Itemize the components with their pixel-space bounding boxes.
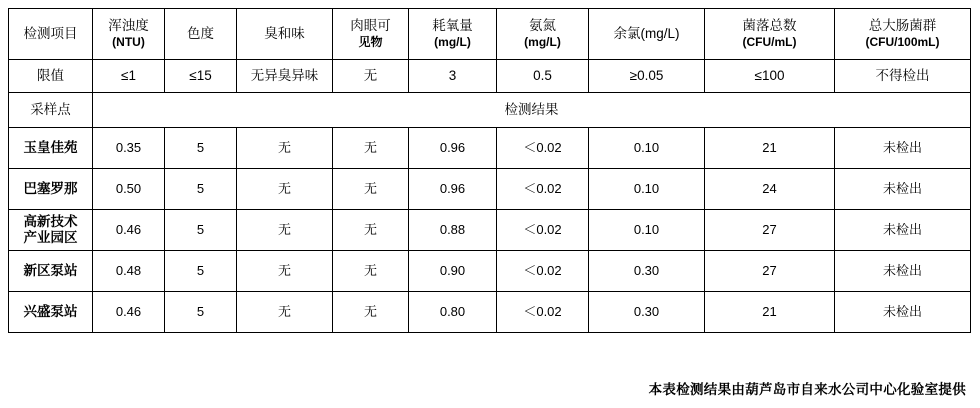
row-2-value-3: 无 xyxy=(333,210,409,251)
header-cell-3 xyxy=(237,9,333,60)
table-row xyxy=(9,169,971,210)
section-label: 采样点 xyxy=(9,93,93,128)
row-4-value-2: 无 xyxy=(237,292,333,333)
row-3-value-3: 无 xyxy=(333,251,409,292)
header-unit-1: (NTU) xyxy=(112,34,145,49)
row-4-value-1: 5 xyxy=(165,292,237,333)
header-label-1: 浑浊度 xyxy=(108,18,149,34)
header-cell-1 xyxy=(93,9,165,60)
report-footnote: 本表检测结果由葫芦岛市自来水公司中心化验室提供 xyxy=(648,382,966,397)
row-site-0: 玉皇佳苑 xyxy=(9,128,93,169)
row-3-value-6: 0.30 xyxy=(589,251,705,292)
row-1-value-4: 0.96 xyxy=(409,169,497,210)
row-4-value-5: ＜0.02 xyxy=(497,292,589,333)
row-3-value-4: 0.90 xyxy=(409,251,497,292)
limit-value-0: ≤1 xyxy=(93,60,165,93)
header-label-8: 菌落总数 xyxy=(742,18,797,34)
row-4-value-8: 未检出 xyxy=(835,292,971,333)
row-1-value-3: 无 xyxy=(333,169,409,210)
header-cell-9 xyxy=(835,9,971,60)
limit-value-6: ≥0.05 xyxy=(589,60,705,93)
header-label-7: 余氯(mg/L) xyxy=(613,25,680,41)
row-2-value-7: 27 xyxy=(705,210,835,251)
header-label-6: 氨氮 xyxy=(529,18,556,34)
header-unit-6: (mg/L) xyxy=(524,34,561,49)
row-site-2-line1: 高新技术 xyxy=(23,214,78,230)
limit-value-2: 无异臭异味 xyxy=(237,60,333,93)
row-site-1: 巴塞罗那 xyxy=(9,169,93,210)
table-row xyxy=(9,210,971,251)
row-1-value-0: 0.50 xyxy=(93,169,165,210)
row-4-value-0: 0.46 xyxy=(93,292,165,333)
water-quality-table xyxy=(8,8,971,333)
header-unit-4: 见物 xyxy=(358,34,383,49)
row-2-value-4: 0.88 xyxy=(409,210,497,251)
row-0-value-7: 21 xyxy=(705,128,835,169)
limit-row xyxy=(9,60,971,93)
header-cell-6 xyxy=(497,9,589,60)
row-0-value-2: 无 xyxy=(237,128,333,169)
limit-value-7: ≤100 xyxy=(705,60,835,93)
header-unit-5: (mg/L) xyxy=(434,34,471,49)
row-0-value-6: 0.10 xyxy=(589,128,705,169)
limit-value-4: 3 xyxy=(409,60,497,93)
row-site-2-line2: 产业园区 xyxy=(23,230,78,245)
header-label-4: 肉眼可 xyxy=(350,18,391,34)
section-row xyxy=(9,93,971,128)
row-4-value-4: 0.80 xyxy=(409,292,497,333)
table-row xyxy=(9,251,971,292)
row-1-value-2: 无 xyxy=(237,169,333,210)
table-row xyxy=(9,128,971,169)
limit-value-8: 不得检出 xyxy=(835,60,971,93)
row-2-value-0: 0.46 xyxy=(93,210,165,251)
row-4-value-6: 0.30 xyxy=(589,292,705,333)
header-cell-2 xyxy=(165,9,237,60)
header-cell-8 xyxy=(705,9,835,60)
row-0-value-1: 5 xyxy=(165,128,237,169)
row-0-value-4: 0.96 xyxy=(409,128,497,169)
row-2-value-5: ＜0.02 xyxy=(497,210,589,251)
row-3-value-7: 27 xyxy=(705,251,835,292)
limit-value-3: 无 xyxy=(333,60,409,93)
water-quality-report xyxy=(0,8,980,408)
row-3-value-2: 无 xyxy=(237,251,333,292)
row-1-value-8: 未检出 xyxy=(835,169,971,210)
row-1-value-5: ＜0.02 xyxy=(497,169,589,210)
row-0-value-0: 0.35 xyxy=(93,128,165,169)
row-site-2 xyxy=(9,210,93,251)
header-cell-0 xyxy=(9,9,93,60)
limit-value-1: ≤15 xyxy=(165,60,237,93)
header-label-3: 臭和味 xyxy=(264,25,305,41)
row-0-value-5: ＜0.02 xyxy=(497,128,589,169)
header-label-2: 色度 xyxy=(187,25,214,41)
row-0-value-8: 未检出 xyxy=(835,128,971,169)
limit-label: 限值 xyxy=(9,60,93,93)
row-3-value-1: 5 xyxy=(165,251,237,292)
header-unit-9: (CFU/100mL) xyxy=(865,34,940,49)
header-cell-5 xyxy=(409,9,497,60)
row-4-value-3: 无 xyxy=(333,292,409,333)
header-label-0: 检测项目 xyxy=(23,25,78,41)
header-label-5: 耗氧量 xyxy=(432,18,473,34)
table-header-row xyxy=(9,9,971,60)
header-cell-4 xyxy=(333,9,409,60)
row-site-3: 新区泵站 xyxy=(9,251,93,292)
row-site-4: 兴盛泵站 xyxy=(9,292,93,333)
row-1-value-7: 24 xyxy=(705,169,835,210)
limit-value-5: 0.5 xyxy=(497,60,589,93)
row-2-value-1: 5 xyxy=(165,210,237,251)
section-title: 检测结果 xyxy=(93,93,971,128)
header-unit-8: (CFU/mL) xyxy=(742,34,797,49)
row-4-value-7: 21 xyxy=(705,292,835,333)
row-3-value-5: ＜0.02 xyxy=(497,251,589,292)
row-1-value-6: 0.10 xyxy=(589,169,705,210)
row-2-value-6: 0.10 xyxy=(589,210,705,251)
header-cell-7 xyxy=(589,9,705,60)
row-0-value-3: 无 xyxy=(333,128,409,169)
row-2-value-8: 未检出 xyxy=(835,210,971,251)
row-3-value-8: 未检出 xyxy=(835,251,971,292)
table-row xyxy=(9,292,971,333)
row-3-value-0: 0.48 xyxy=(93,251,165,292)
row-2-value-2: 无 xyxy=(237,210,333,251)
header-label-9: 总大肠菌群 xyxy=(868,18,937,34)
row-1-value-1: 5 xyxy=(165,169,237,210)
